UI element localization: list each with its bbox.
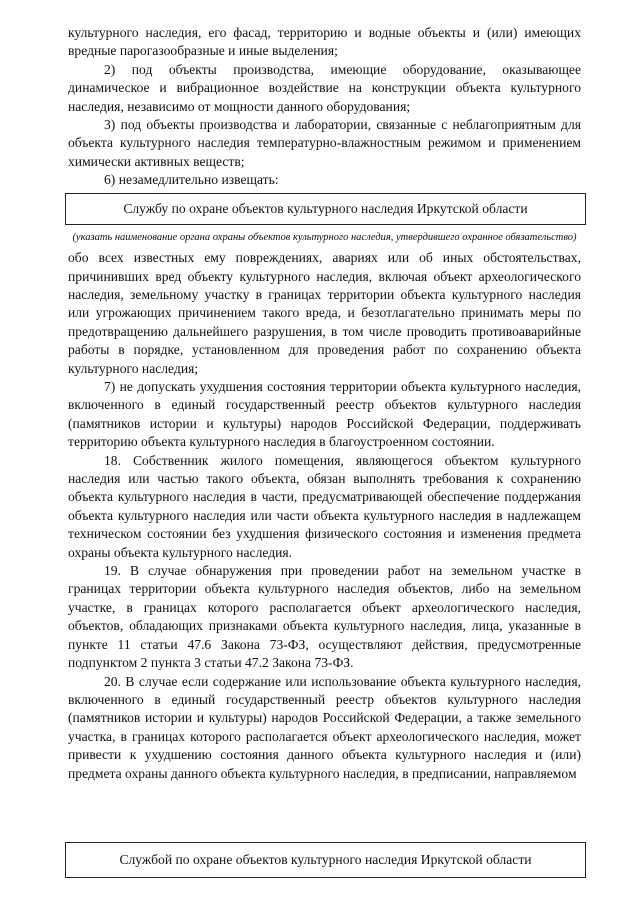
paragraph-continuation-top: культурного наследия, его фасад, территорию и водные объекты и (или) имеющих вредные парогазообразные и иные выделения; bbox=[68, 25, 581, 59]
paragraph-notify-details: обо всех известных ему повреждениях, авариях или об иных обстоятельствах, причинивших вред объекту культурного наследия, включая объект археологического наследия, земельному участку в границах территории объекта культурного наследия или угрожающих причинением такого вреда, и безотлагательно принимать меры по предотвращению дальнейшего разрушения, в том числе проводить противоаварийные работы в порядке, установленном для проведения работ по сохранению объекта культурного наследия; bbox=[68, 250, 581, 376]
paragraph-section-18: 18. Собственник жилого помещения, являющегося объектом культурного наследия или частью такого объекта, обязан выполнять требования к сохранению объекта культурного наследия в части, предусматривающей обеспечение поддержания объекта культурного наследия или части объекта культурного наследия в надлежащем техническом состоянии без ухудшения физического состояния и изменения предмета охраны объекта культурного наследия. bbox=[68, 452, 581, 560]
authority-name-note: (указать наименование органа охраны объектов культурного наследия, утвердившего охранное обязательство) bbox=[72, 231, 577, 243]
paragraph-item-3: 3) под объекты производства и лаборатории, связанные с неблагоприятным для объекта культурного наследия температурно-влажностным режимом и применением химически активных веществ; bbox=[68, 117, 581, 169]
document-page bbox=[68, 24, 581, 783]
authority-name-box: Службу по охране объектов культурного наследия Иркутской области bbox=[65, 193, 586, 225]
paragraph-section-20: 20. В случае если содержание или использование объекта культурного наследия, включенного в единый государственный реестр объектов культурного наследия (памятников истории и культуры) народов Российской Федерации, а также земельного участка, в границах которого располагается объект археологического наследия, может привести к ухудшению состояния данного объекта культурного наследия и (или) предмета охраны данного объекта культурного наследия, в предписании, направляемом bbox=[68, 673, 581, 781]
paragraph-section-19: 19. В случае обнаружения при проведении работ на земельном участке в границах территории объекта культурного наследия объектов, либо на земельном участке, в границах которого располагается объект археологического наследия, объектов, обладающих признаками объекта культурного наследия, лица, указанные в пункте 11 статьи 47.6 Закона 73-ФЗ, осуществляют действия, предусмотренные подпунктом 2 пункта 3 статьи 47.2 Закона 73-ФЗ. bbox=[68, 563, 581, 671]
paragraph-item-7: 7) не допускать ухудшения состояния территории объекта культурного наследия, включенного в единый государственный реестр объектов культурного наследия (памятников истории и культуры) народов Российской Федерации, поддерживать территорию объекта культурного наследия в благоустроенном состоянии. bbox=[68, 379, 581, 450]
paragraph-item-6: 6) незамедлительно извещать: bbox=[104, 172, 279, 188]
paragraph-item-2: 2) под объекты производства, имеющие оборудование, оказывающее динамическое и вибрационное воздействие на конструкции объекта культурного наследия, независимо от мощности данного оборудования; bbox=[68, 61, 581, 114]
authority-name-box-bottom: Службой по охране объектов культурного наследия Иркутской области bbox=[65, 842, 586, 878]
